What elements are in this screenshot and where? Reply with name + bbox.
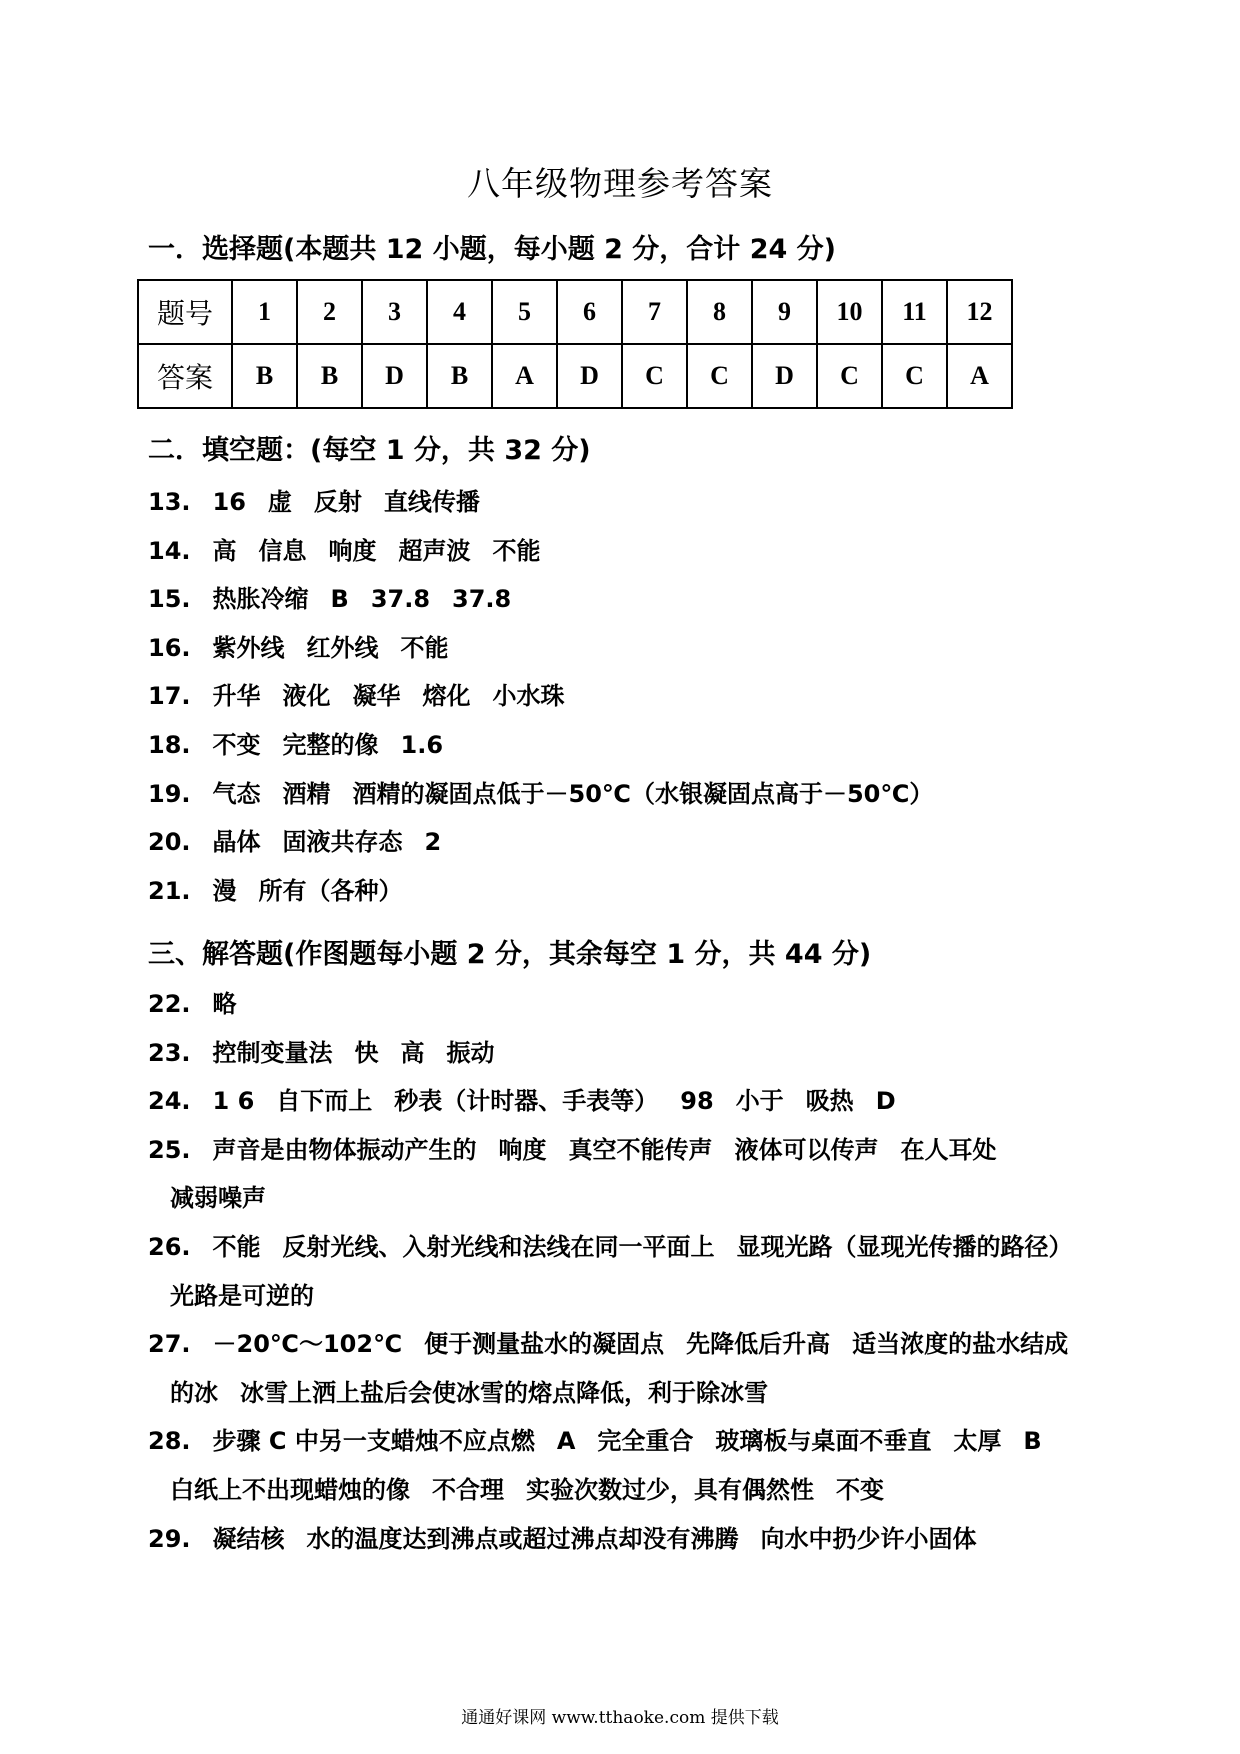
- question-number: 18.: [148, 731, 191, 759]
- question-number: 19.: [148, 779, 191, 808]
- question-number-cell: 3: [362, 280, 427, 344]
- answer-item: 不变: [212, 731, 261, 759]
- answer-item: 控制变量法: [212, 1038, 333, 1067]
- answer-item: B: [330, 585, 349, 614]
- question-number-cell: 6: [557, 280, 622, 344]
- answer-item: 玻璃板与桌面不垂直: [715, 1427, 932, 1456]
- answer-item: 反射光线、入射光线和法线在同一平面上: [282, 1233, 715, 1261]
- question-number: 29.: [148, 1524, 191, 1553]
- answer-item: 高: [212, 536, 237, 565]
- answer-line: [148, 1470, 884, 1505]
- section-3-heading: 三、解答题(作图题每小题 2 分，其余每空 1 分，共 44 分): [148, 939, 872, 970]
- answer-line: [148, 1227, 1073, 1262]
- answer-item: 98: [680, 1087, 714, 1116]
- answer-item: 37.8: [452, 585, 512, 614]
- answer-item: 1 6: [212, 1087, 255, 1116]
- answer-item: 反射: [313, 488, 362, 516]
- answer-item: 液体可以传声: [734, 1135, 879, 1164]
- answer-item: 太厚: [953, 1427, 1002, 1456]
- question-number: 21.: [148, 876, 191, 905]
- answer-item: 快: [354, 1038, 379, 1067]
- answer-item: 直线传播: [383, 488, 480, 516]
- answer-item: 秒表（计时器、手表等）: [394, 1087, 659, 1116]
- answer-line: [148, 1373, 768, 1408]
- answer-item: 完整的像: [282, 731, 379, 759]
- answer-item: －20℃～102℃: [212, 1330, 403, 1359]
- answer-item: 响度: [328, 536, 377, 565]
- answer-cell: B: [427, 344, 492, 408]
- answer-item: 振动: [446, 1038, 495, 1067]
- answer-cell: B: [232, 344, 297, 408]
- answer-item: 不变: [836, 1476, 884, 1504]
- question-number: 14.: [148, 536, 191, 565]
- question-number: 26.: [148, 1233, 191, 1261]
- answer-item: 热胀冷缩: [212, 585, 309, 614]
- answer-cell: C: [882, 344, 947, 408]
- answer-item: 固液共存态: [282, 828, 403, 857]
- answer-line: [148, 871, 403, 906]
- answer-item: 冰雪上洒上盐后会使冰雪的熔点降低，利于除冰雪: [240, 1378, 768, 1407]
- table-header-number: 题号: [138, 280, 232, 344]
- answer-item: 37.8: [370, 585, 431, 614]
- question-number: 22.: [148, 990, 191, 1018]
- answer-item: 适当浓度的盐水结成: [852, 1330, 1069, 1359]
- answer-item: 高: [400, 1038, 425, 1067]
- question-number-cell: 10: [817, 280, 882, 344]
- answer-item: 熔化: [422, 682, 471, 711]
- answer-item: 白纸上不出现蜡烛的像: [170, 1476, 410, 1504]
- answer-item: 响度: [498, 1135, 547, 1164]
- answer-item: 红外线: [306, 633, 379, 662]
- answer-line: [148, 531, 541, 566]
- answer-line: [148, 628, 449, 663]
- question-number-cell: 5: [492, 280, 557, 344]
- answer-item: 气态: [212, 779, 261, 808]
- answer-item: A: [556, 1427, 576, 1456]
- answer-cell: C: [687, 344, 752, 408]
- answer-item: 向水中扔少许小固体: [760, 1524, 977, 1553]
- answer-item: 2: [424, 828, 442, 857]
- question-number-cell: 8: [687, 280, 752, 344]
- table-row-numbers: [138, 280, 1012, 344]
- answer-line: [148, 1421, 1042, 1456]
- answer-cell: C: [817, 344, 882, 408]
- page-title: 八年级物理参考答案: [467, 164, 773, 203]
- answer-item: 所有（各种）: [258, 876, 403, 905]
- answer-item: 超声波: [398, 536, 471, 565]
- question-number: 25.: [148, 1135, 191, 1164]
- answer-item: 吸热: [805, 1087, 854, 1116]
- answer-line: [148, 676, 565, 711]
- answer-item: 自下而上: [276, 1087, 373, 1116]
- answer-item: 凝华: [352, 682, 401, 711]
- answer-item: 不能: [212, 1233, 261, 1261]
- answer-item: 小水珠: [492, 682, 565, 711]
- table-row-answers: [138, 344, 1012, 408]
- answer-item: 不合理: [432, 1476, 504, 1504]
- question-number-cell: 1: [232, 280, 297, 344]
- answer-item: 步骤 C 中另一支蜡烛不应点燃: [212, 1427, 535, 1456]
- answer-item: 酒精的凝固点低于－50℃（水银凝固点高于－50℃）: [352, 779, 934, 808]
- answer-item: 信息: [258, 536, 307, 565]
- answer-line: [148, 774, 933, 809]
- question-number: 15.: [148, 585, 191, 614]
- answer-cell: B: [297, 344, 362, 408]
- question-number: 13.: [148, 488, 191, 516]
- answer-line: [148, 984, 237, 1019]
- question-number: 16.: [148, 633, 191, 662]
- answer-item: 显现光路（显现光传播的路径）: [736, 1233, 1073, 1261]
- section-1-heading: 一．选择题(本题共 12 小题，每小题 2 分，合计 24 分): [148, 234, 837, 265]
- answer-item: 先降低后升高: [686, 1330, 831, 1359]
- answer-line: [148, 1033, 495, 1068]
- answer-cell: C: [622, 344, 687, 408]
- answer-item: 在人耳处: [900, 1135, 997, 1164]
- answer-line: [148, 725, 443, 760]
- question-number-cell: 4: [427, 280, 492, 344]
- answer-item: 紫外线: [212, 633, 285, 662]
- answer-line: [148, 1130, 997, 1165]
- answer-item: 16: [212, 488, 246, 516]
- answer-line: [148, 1178, 266, 1213]
- answer-cell: A: [947, 344, 1012, 408]
- answer-item: 略: [212, 990, 237, 1018]
- answer-cell: A: [492, 344, 557, 408]
- answer-item: 1.6: [400, 731, 444, 759]
- answer-item: 真空不能传声: [568, 1135, 713, 1164]
- section-2-heading: 二．填空题：(每空 1 分，共 32 分): [148, 435, 591, 466]
- question-number: 20.: [148, 828, 191, 857]
- table-header-answer: 答案: [138, 344, 232, 408]
- answer-item: B: [1023, 1427, 1042, 1456]
- question-number: 17.: [148, 682, 191, 711]
- answer-item: D: [875, 1087, 896, 1116]
- answer-item: 完全重合: [597, 1427, 694, 1456]
- answer-line: [148, 482, 480, 517]
- answer-item: 不能: [400, 633, 449, 662]
- answer-item: 的冰: [170, 1378, 218, 1407]
- answer-item: 液化: [282, 682, 331, 711]
- answer-table: [137, 279, 1013, 409]
- answer-item: 升华: [212, 682, 261, 711]
- answer-item: 实验次数过少，具有偶然性: [526, 1476, 814, 1504]
- question-number-cell: 2: [297, 280, 362, 344]
- answer-line: [148, 1324, 1068, 1359]
- question-number-cell: 7: [622, 280, 687, 344]
- footer-text: 通通好课网 www.tthaoke.com 提供下载: [461, 1708, 779, 1728]
- answer-line: [148, 822, 441, 857]
- answer-item: 漫: [212, 876, 237, 905]
- answer-item: 便于测量盐水的凝固点: [424, 1330, 665, 1359]
- answer-item: 酒精: [282, 779, 331, 808]
- question-number: 24.: [148, 1087, 191, 1116]
- answer-item: 水的温度达到沸点或超过沸点却没有沸腾: [306, 1524, 739, 1553]
- answer-line: [148, 1081, 896, 1116]
- question-number-cell: 11: [882, 280, 947, 344]
- answer-item: 光路是可逆的: [170, 1281, 314, 1310]
- answer-cell: D: [362, 344, 427, 408]
- answer-item: 凝结核: [212, 1524, 285, 1553]
- answer-item: 晶体: [212, 828, 261, 857]
- question-number-cell: 9: [752, 280, 817, 344]
- answer-item: 声音是由物体振动产生的: [212, 1135, 477, 1164]
- question-number-cell: 12: [947, 280, 1012, 344]
- question-number: 23.: [148, 1038, 191, 1067]
- answer-cell: D: [752, 344, 817, 408]
- answer-line: [148, 579, 511, 614]
- answer-item: 不能: [492, 536, 541, 565]
- answer-line: [148, 1276, 314, 1311]
- question-number: 28.: [148, 1427, 191, 1456]
- answer-item: 虚: [267, 488, 292, 516]
- answer-line: [148, 1519, 977, 1554]
- question-number: 27.: [148, 1330, 191, 1359]
- answer-item: 减弱噪声: [170, 1184, 266, 1213]
- answer-cell: D: [557, 344, 622, 408]
- answer-item: 小于: [735, 1087, 784, 1116]
